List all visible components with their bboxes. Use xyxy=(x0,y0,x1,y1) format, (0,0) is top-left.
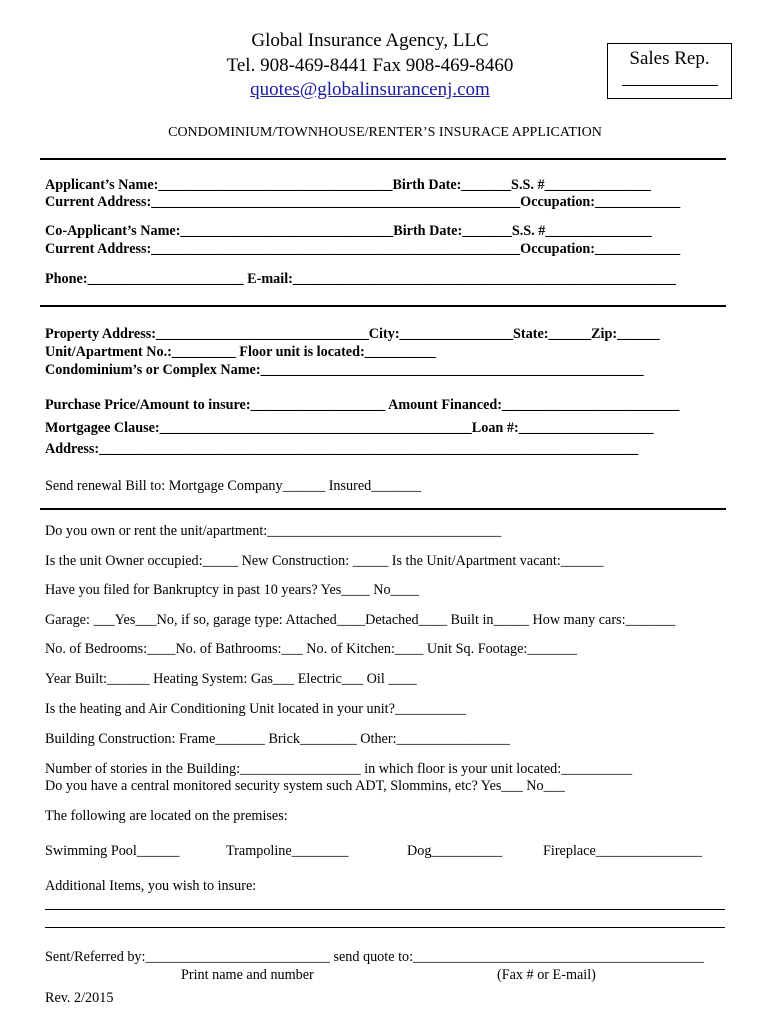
fax-email-caption: (Fax # or E-mail) xyxy=(497,967,596,983)
company-name: Global Insurance Agency, LLC xyxy=(251,30,489,51)
revision-label: Rev. 2/2015 xyxy=(45,990,114,1006)
co-applicant-address-row[interactable]: Current Address:____________________________________________________Occupation:____________ xyxy=(45,241,681,257)
renewal-bill-row[interactable]: Send renewal Bill to: Mortgage Company______ Insured_______ xyxy=(45,478,421,494)
company-phone-fax: Tel. 908-469-8441 Fax 908-469-8460 xyxy=(226,55,514,76)
own-rent-row[interactable]: Do you own or rent the unit/apartment:_________________________________ xyxy=(45,523,502,539)
print-name-caption: Print name and number xyxy=(181,967,314,983)
applicant-address-row[interactable]: Current Address:____________________________________________________Occupation:____________ xyxy=(45,194,681,210)
construction-row[interactable]: Building Construction: Frame_______ Brick________ Other:________________ xyxy=(45,731,511,747)
applicant-name-row[interactable]: Applicant’s Name:_________________________________Birth Date:_______S.S. #_______________ xyxy=(45,177,651,193)
sales-rep-blank[interactable] xyxy=(622,84,718,86)
purchase-price-row[interactable]: Purchase Price/Amount to insure:___________________ Amount Financed:_________________________ xyxy=(45,397,680,413)
garage-row[interactable]: Garage: ___Yes___No, if so, garage type: Attached____Detached____ Built in_____ How many cars:_______ xyxy=(45,612,676,628)
mortgagee-row[interactable]: Mortgagee Clause:____________________________________________Loan #:___________________ xyxy=(45,420,654,436)
owner-occupied-row[interactable]: Is the unit Owner occupied:_____ New Construction: _____ Is the Unit/Apartment vacant:______ xyxy=(45,553,604,569)
complex-name-row[interactable]: Condominium’s or Complex Name:______________________________________________________ xyxy=(45,362,644,378)
sales-rep-box xyxy=(607,43,732,99)
co-applicant-name-row[interactable]: Co-Applicant’s Name:______________________________Birth Date:_______S.S. #_______________ xyxy=(45,223,652,239)
phone-email-row[interactable]: Phone:______________________ E-mail:______________________________________________________ xyxy=(45,271,676,287)
divider xyxy=(40,305,726,307)
stories-row[interactable]: Number of stories in the Building:_________________ in which floor is your unit located:__________ xyxy=(45,761,633,777)
property-address-row[interactable]: Property Address:______________________________City:________________State:______Zip:______ xyxy=(45,326,660,342)
additional-items-line-1[interactable] xyxy=(45,909,725,910)
year-built-row[interactable]: Year Built:______ Heating System: Gas___ Electric___ Oil ____ xyxy=(45,671,417,687)
mortgagee-address-row[interactable]: Address:____________________________________________________________________________ xyxy=(45,441,639,457)
bankruptcy-row[interactable]: Have you filed for Bankruptcy in past 10 years? Yes____ No____ xyxy=(45,582,419,598)
fireplace-field[interactable]: Fireplace_______________ xyxy=(543,843,703,859)
unit-floor-row[interactable]: Unit/Apartment No.:_________ Floor unit is located:__________ xyxy=(45,344,436,360)
dog-field[interactable]: Dog__________ xyxy=(407,843,503,859)
additional-items-label: Additional Items, you wish to insure: xyxy=(45,878,257,894)
trampoline-field[interactable]: Trampoline________ xyxy=(226,843,349,859)
divider xyxy=(40,158,726,160)
company-email-link[interactable]: quotes@globalinsurancenj.com xyxy=(250,79,490,100)
heating-ac-row[interactable]: Is the heating and Air Conditioning Unit located in your unit?__________ xyxy=(45,701,466,717)
swimming-pool-field[interactable]: Swimming Pool______ xyxy=(45,843,180,859)
divider xyxy=(40,508,726,510)
additional-items-line-2[interactable] xyxy=(45,927,725,928)
sent-referred-row[interactable]: Sent/Referred by:__________________________ send quote to:_________________________________________ xyxy=(45,949,704,965)
form-title: CONDOMINIUM/TOWNHOUSE/RENTER’S INSURACE APPLICATION xyxy=(168,125,602,140)
premises-label: The following are located on the premises: xyxy=(45,808,288,824)
security-row[interactable]: Do you have a central monitored security system such ADT, Slommins, etc? Yes___ No___ xyxy=(45,778,565,794)
bedrooms-row[interactable]: No. of Bedrooms:____No. of Bathrooms:___ No. of Kitchen:____ Unit Sq. Footage:_______ xyxy=(45,641,577,657)
sales-rep-label: Sales Rep. xyxy=(629,48,710,69)
